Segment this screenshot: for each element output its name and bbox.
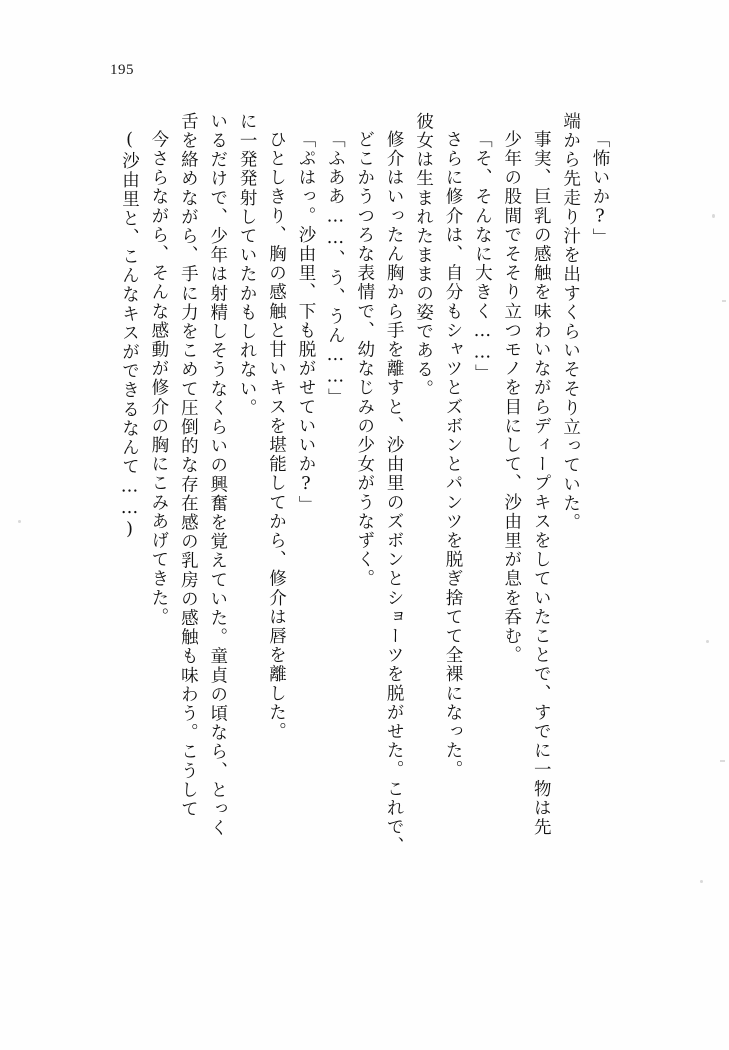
- text-column: 「ふああ……、う、うん……」: [325, 130, 346, 408]
- text-column: どこかうつろな表情で、幼なじみの少女がうなずく。: [354, 130, 375, 589]
- text-column: 「そ、そんなに大きく……」: [472, 130, 493, 384]
- vertical-text-block: [108, 112, 608, 1012]
- text-column: (沙由里と、こんなキスができるなんて……): [119, 130, 140, 542]
- text-column: に一発発射していたかもしれない。: [237, 112, 258, 418]
- text-column: 事実、巨乳の感触を味わいながらディープキスをしていたことで、すでに一物は先: [531, 130, 552, 837]
- text-column: 彼女は生まれたままの姿である。: [413, 112, 434, 399]
- text-column: 舌を絡めながら、手に力をこめて圧倒的な存在感の乳房の感触も味わう。こうして: [178, 112, 199, 819]
- scan-speck: [712, 214, 715, 218]
- scan-edge-mark: [722, 300, 726, 302]
- scan-speck: [706, 640, 709, 643]
- page-number: 195: [110, 62, 134, 78]
- text-column: 「ぷはっ。沙由里、下も脱がせていいか?」: [295, 130, 316, 515]
- text-column: ひとしきり、胸の感触と甘いキスを堪能してから、修介は唇を離した。: [266, 130, 287, 742]
- text-column: 少年の股間でそそり立つモノを目にして、沙由里が息を呑む。: [501, 130, 522, 665]
- scan-speck: [18, 520, 21, 523]
- text-column: 今さらながら、そんな感動が修介の胸にこみあげてきた。: [148, 130, 169, 627]
- text-column: さらに修介は、自分もシャツとズボンとパンツを脱ぎ捨てて全裸になった。: [442, 130, 463, 780]
- text-column: 端から先走り汁を出すくらいそそり立っていた。: [560, 112, 581, 533]
- text-column: いるだけで、少年は射精しそうなくらいの興奮を覚えていた。童貞の頃なら、とっく: [207, 112, 228, 838]
- text-column: 「怖いか?」: [590, 130, 610, 248]
- text-column: 修介はいったん胸から手を離すと、沙由里のズボンとショーツを脱がせた。これで、: [384, 130, 405, 856]
- scan-speck: [700, 880, 703, 883]
- scan-edge-mark: [720, 760, 725, 762]
